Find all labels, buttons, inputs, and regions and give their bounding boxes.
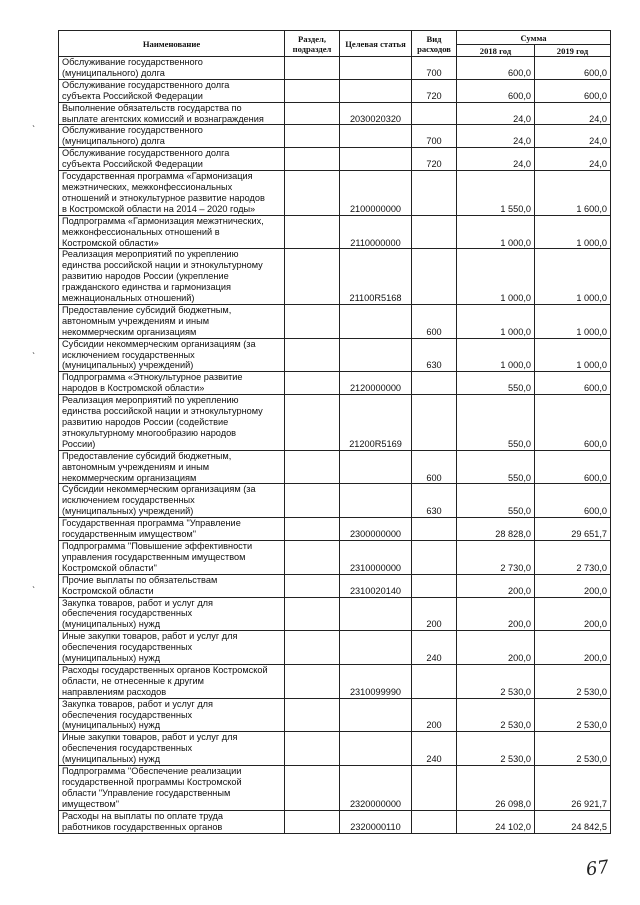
cell-target [340,148,412,171]
cell-type: 200 [412,698,457,732]
cell-target: 2030020320 [340,102,412,125]
cell-section [285,338,340,372]
cell-sum-2019: 2 730,0 [535,540,611,574]
cell-name: Иные закупки товаров, работ и услуг для обеспечения государственных (муниципальных) нужд [59,732,285,766]
cell-name: Закупка товаров, работ и услуг для обеспечения государственных (муниципальных) нужд [59,698,285,732]
cell-sum-2018: 24,0 [457,125,535,148]
cell-section [285,574,340,597]
cell-sum-2019: 1 000,0 [535,249,611,305]
cell-section [285,249,340,305]
cell-target: 2110000000 [340,215,412,249]
cell-name: Подпрограмма «Этнокультурное развитие народов в Костромской области» [59,372,285,395]
cell-target: 2320000000 [340,766,412,811]
cell-type [412,102,457,125]
cell-section [285,810,340,833]
margin-tick-mark: ˋ [32,352,36,363]
cell-name: Реализация мероприятий по укреплению единства российской нации и этнокультурному развитию народов России (укрепление гражданского единства и гармонизация межнациональных отношений) [59,249,285,305]
cell-name: Прочие выплаты по обязательствам Костромской области [59,574,285,597]
table-row [59,57,611,80]
cell-type [412,372,457,395]
table-row [59,102,611,125]
cell-sum-2019: 1 600,0 [535,171,611,216]
cell-type: 720 [412,148,457,171]
cell-target [340,57,412,80]
cell-target: 2300000000 [340,518,412,541]
cell-sum-2019: 600,0 [535,395,611,451]
cell-type: 240 [412,732,457,766]
cell-target: 2100000000 [340,171,412,216]
cell-sum-2018: 550,0 [457,395,535,451]
cell-target [340,79,412,102]
cell-type: 630 [412,338,457,372]
cell-name: Обслуживание государственного долга субъекта Российской Федерации [59,79,285,102]
table-row [59,125,611,148]
table-row [59,372,611,395]
cell-sum-2018: 2 530,0 [457,664,535,698]
cell-section [285,597,340,631]
cell-sum-2018: 550,0 [457,450,535,484]
cell-name: Расходы государственных органов Костромской области, не отнесенные к другим направлениям расходов [59,664,285,698]
cell-sum-2019: 1 000,0 [535,338,611,372]
cell-sum-2019: 24 842,5 [535,810,611,833]
cell-sum-2019: 600,0 [535,450,611,484]
cell-target [340,484,412,518]
cell-type [412,664,457,698]
margin-tick-mark: ˋ [32,586,36,597]
cell-sum-2019: 2 530,0 [535,664,611,698]
table-row [59,518,611,541]
cell-type [412,395,457,451]
col-header-sum: Сумма [457,31,611,45]
table-row [59,395,611,451]
cell-name: Обслуживание государственного (муниципального) долга [59,125,285,148]
cell-sum-2018: 600,0 [457,57,535,80]
cell-name: Закупка товаров, работ и услуг для обеспечения государственных (муниципальных) нужд [59,597,285,631]
cell-section [285,484,340,518]
cell-section [285,518,340,541]
table-row [59,79,611,102]
cell-sum-2019: 24,0 [535,125,611,148]
cell-sum-2019: 600,0 [535,484,611,518]
table-row [59,249,611,305]
cell-sum-2019: 200,0 [535,631,611,665]
cell-section [285,304,340,338]
cell-sum-2019: 26 921,7 [535,766,611,811]
table-row [59,732,611,766]
cell-section [285,766,340,811]
cell-type [412,574,457,597]
cell-type: 720 [412,79,457,102]
table-row [59,338,611,372]
cell-type: 700 [412,57,457,80]
col-header-2019: 2019 год [535,45,611,57]
cell-target: 2310000000 [340,540,412,574]
cell-type [412,540,457,574]
col-header-section: Раздел, подраздел [285,31,340,57]
cell-sum-2018: 2 730,0 [457,540,535,574]
table-row [59,450,611,484]
cell-sum-2019: 2 530,0 [535,732,611,766]
cell-section [285,215,340,249]
table-row [59,304,611,338]
cell-sum-2019: 200,0 [535,597,611,631]
cell-type: 700 [412,125,457,148]
cell-target: 21100R5168 [340,249,412,305]
cell-section [285,631,340,665]
cell-section [285,450,340,484]
cell-sum-2019: 200,0 [535,574,611,597]
table-row [59,574,611,597]
cell-target: 2320000110 [340,810,412,833]
cell-target: 21200R5169 [340,395,412,451]
cell-name: Субсидии некоммерческим организациям (за исключением государственных (муниципальных) учреждений) [59,484,285,518]
cell-sum-2019: 2 530,0 [535,698,611,732]
cell-target: 2120000000 [340,372,412,395]
cell-target [340,698,412,732]
table-row [59,148,611,171]
col-header-name: Наименование [59,31,285,57]
cell-sum-2018: 200,0 [457,631,535,665]
cell-sum-2018: 1 000,0 [457,304,535,338]
cell-type: 200 [412,597,457,631]
cell-sum-2018: 24 102,0 [457,810,535,833]
cell-sum-2018: 1 000,0 [457,215,535,249]
cell-target [340,338,412,372]
table-row [59,810,611,833]
cell-section [285,148,340,171]
table-row [59,171,611,216]
table-row [59,664,611,698]
cell-sum-2018: 600,0 [457,79,535,102]
cell-name: Реализация мероприятий по укреплению единства российской нации и этнокультурному развитию народов России (содействие этнокультурному многообразию народов России) [59,395,285,451]
cell-type [412,171,457,216]
table-row [59,215,611,249]
cell-sum-2018: 1 000,0 [457,249,535,305]
cell-type [412,249,457,305]
cell-type [412,810,457,833]
cell-name: Государственная программа «Гармонизация межэтнических, межконфессиональных отношений и этнокультурное развитие народов в Костромской области на 2014 – 2020 годы» [59,171,285,216]
cell-sum-2019: 600,0 [535,372,611,395]
cell-sum-2018: 550,0 [457,372,535,395]
table-row [59,766,611,811]
cell-target [340,304,412,338]
cell-sum-2019: 29 651,7 [535,518,611,541]
cell-name: Предоставление субсидий бюджетным, автономным учреждениям и иным некоммерческим организациям [59,450,285,484]
cell-name: Государственная программа "Управление государственным имуществом" [59,518,285,541]
cell-name: Предоставление субсидий бюджетным, автономным учреждениям и иным некоммерческим организациям [59,304,285,338]
cell-target [340,732,412,766]
cell-name: Подпрограмма "Повышение эффективности управления государственным имуществом Костромской области" [59,540,285,574]
cell-section [285,664,340,698]
cell-section [285,125,340,148]
cell-target [340,597,412,631]
cell-target [340,450,412,484]
cell-name: Выполнение обязательств государства по выплате агентских комиссий и вознаграждения [59,102,285,125]
cell-section [285,57,340,80]
cell-type [412,215,457,249]
cell-section [285,395,340,451]
table-row [59,597,611,631]
cell-sum-2018: 24,0 [457,148,535,171]
cell-name: Обслуживание государственного долга субъекта Российской Федерации [59,148,285,171]
cell-sum-2019: 1 000,0 [535,304,611,338]
cell-sum-2019: 600,0 [535,57,611,80]
cell-type [412,518,457,541]
table-row [59,631,611,665]
cell-name: Подпрограмма «Гармонизация межэтнических, межконфессиональных отношений в Костромской области» [59,215,285,249]
cell-section [285,102,340,125]
cell-type: 600 [412,304,457,338]
table-row [59,484,611,518]
cell-sum-2018: 24,0 [457,102,535,125]
cell-type [412,766,457,811]
cell-name: Расходы на выплаты по оплате труда работников государственных органов [59,810,285,833]
col-header-target: Целевая статья [340,31,412,57]
cell-sum-2018: 550,0 [457,484,535,518]
cell-name: Субсидии некоммерческим организациям (за исключением государственных (муниципальных) учреждений) [59,338,285,372]
cell-target: 2310099990 [340,664,412,698]
cell-sum-2018: 200,0 [457,574,535,597]
cell-sum-2019: 24,0 [535,148,611,171]
cell-sum-2018: 2 530,0 [457,698,535,732]
margin-tick-mark: ˋ [32,125,36,136]
col-header-2018: 2018 год [457,45,535,57]
cell-sum-2018: 28 828,0 [457,518,535,541]
cell-target: 2310020140 [340,574,412,597]
cell-sum-2018: 2 530,0 [457,732,535,766]
budget-table [58,30,611,834]
cell-type: 630 [412,484,457,518]
table-row [59,698,611,732]
budget-table-sheet [58,30,610,834]
page-number-handwritten: 67 [584,856,611,881]
col-header-type: Вид расходов [412,31,457,57]
cell-sum-2018: 1 000,0 [457,338,535,372]
cell-name: Обслуживание государственного (муниципального) долга [59,57,285,80]
cell-type: 600 [412,450,457,484]
cell-target [340,125,412,148]
cell-target [340,631,412,665]
cell-sum-2018: 200,0 [457,597,535,631]
cell-type: 240 [412,631,457,665]
cell-section [285,79,340,102]
cell-section [285,171,340,216]
cell-name: Подпрограмма "Обеспечение реализации государственной программы Костромской области "Управление государственным имуществом" [59,766,285,811]
table-row [59,540,611,574]
cell-section [285,540,340,574]
cell-section [285,698,340,732]
cell-name: Иные закупки товаров, работ и услуг для обеспечения государственных (муниципальных) нужд [59,631,285,665]
cell-sum-2018: 26 098,0 [457,766,535,811]
cell-sum-2019: 24,0 [535,102,611,125]
cell-section [285,732,340,766]
table-body [59,57,611,834]
cell-sum-2019: 1 000,0 [535,215,611,249]
cell-sum-2019: 600,0 [535,79,611,102]
cell-sum-2018: 1 550,0 [457,171,535,216]
cell-section [285,372,340,395]
